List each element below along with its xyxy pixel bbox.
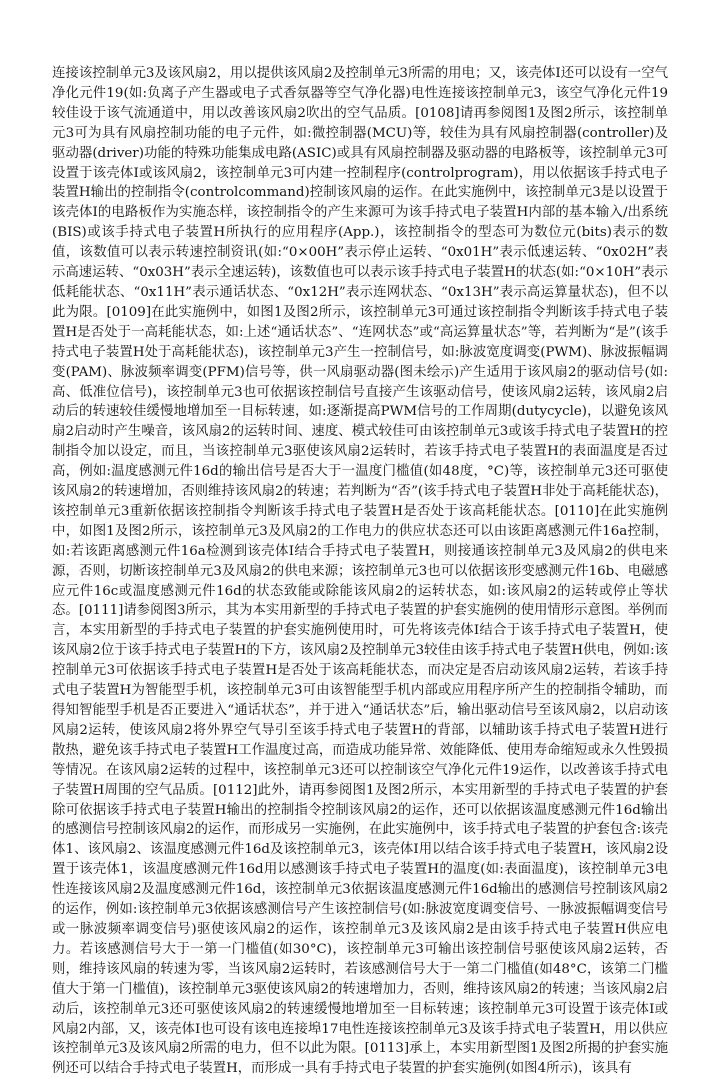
body-text: 连接该控制单元3及该风扇2，用以提供该风扇2及控制单元3所需的用电；又，该壳体I还可以设有一空气净化元件19(如:负离子产生器或电子式香氛器等空气净化器)电性连接该控制单元3，该空气净化元件19较佳设于该气流通道中，用以改善该风扇2吹出的空气品质。[0108]请再参阅图1及图2所示，该控制单元3可为具有风扇控制功能的电子元件，如:微控制器(MCU)等，较佳为具有风扇控制器(controller)及驱动器(driver)功能的特殊功能集成电路(ASIC)或具有风扇控制器及驱动器的电路板等，该控制单元3可设置于该壳体I或该风扇2，该控制单元3可内建一控制程序(controlprogram)，用以依据该手持式电子装置H输出的控制指令(controlcommand)控制该风扇的运作。在此实施例中，该控制单元3是以设置于该壳体I的电路板作为实施态样，该控制指令的产生来源可为该手持式电子装置H内部的基本输入/出系统(BIS)或该手持式电子装置H所执行的应用程序(App.)，该控制指令的型态可为数位元(bits)表示的数值，该数值可以表示转速控制资讯(如:“0×00H”表示停止运转、“0x01H”表示低速运转、“0x02H”表示高速运转、“0x03H”表示全速运转)，该数值也可以表示该手持式电子装置H的状态(如:“0×10H”表示低耗能状态、“0x11H”表示通话状态、“0x12H”表示连网状态、“0x13H”表示高运算量状态)，但不以此为限。[0109]在此实施例中，如图1及图2所示，该控制单元3可通过该控制指令判断该手持式电子装置H是否处于一高耗能状态，如:上述“通话状态”、“连网状态”或“高运算量状态”等，若判断为“是”(该手持式电子装置H处于高耗能状态)，该控制单元3产生一控制信号，如:脉波宽度调变(PWM)、脉波振幅调变(PAM)、脉波频率调变(PFM)信号等，供一风扇驱动器(图未绘示)产生适用于该风扇2的驱动信号(如:高、低准位信号)，该控制单元3也可依据该控制信号直接产生该驱动信号，使该风扇2运转，该风扇2启动后的转速较佳缓慢地增加至一目标转速，如:逐渐提高PWM信号的工作周期(dutycycle)，以避免该风扇2启动时产生噪音，该风扇2的运转时间、速度、模式较佳可由该控制单元3或该手持式电子装置H的控制指令加以设定，而且，当该控制单元3驱使该风扇2运转时，若该手持式电子装置H的表面温度是否过高，例如:温度感测元件16d的输出信号是否大于一温度门槛值(如48度，°C)等，该控制单元3还可驱使该风扇2的转速增加，否则维持该风扇2的转速；若判断为“否”(该手持式电子装置H非处于高耗能状态)，该控制单元3重新依据该控制指令判断该手持式电子装置H是否处于该高耗能状态。[0110]在此实施例中，如图1及图2所示，该控制单元3及风扇2的工作电力的供应状态还可以由该距离感测元件16a控制，如:若该距离感测元件16a检测到该壳体I结合手持式电子装置H，则接通该控制单元3及风扇2的供电来源，否则，切断该控制单元3及风扇2的供电来源；该控制单元3也可以依据该形变感测元件16b、电磁感应元件16c或温度感测元件16d的状态致能或除能该风扇2的运转状态，如:该风扇2的运转或停止等状态。[0111]请参阅图3所示，其为本实用新型的手持式电子装置的护套实施例的使用情形示意图。举例而言，本实用新型的手持式电子装置的护套实施例使用时，可先将该壳体I结合于该手持式电子装置H，使该风扇2位于该手持式电子装置H的下方，该风扇2及控制单元3较佳由该手持式电子装置H供电，例如:该控制单元3可依据该手持式电子装置H是否处于该高耗能状态，而决定是否启动该风扇2运转，若该手持式电子装置H为智能型手机，该控制单元3可由该智能型手机内部或应用程序所产生的控制指令辅助，而得知智能型手机是否正要进入“通话状态”，并于进入“通话状态”后，输出驱动信号至该风扇2，以启动该风扇2运转，使该风扇2将外界空气导引至该手持式电子装置H的背部，以辅助该手持式电子装置H进行散热，避免该手持式电子装置H工作温度过高，而造成功能异常、效能降低、使用寿命缩短或永久性毁损等情况。在该风扇2运转的过程中，该控制单元3还可以控制该空气净化元件19运作，以改善该手持式电子装置H周围的空气品质。[0112]此外，请再参阅图1及图2所示，本实用新型的手持式电子装置的护套除可依据该手持式电子装置H输出的控制指令控制该风扇2的运作，还可以依据该温度感测元件16d输出的感测信号控制该风扇2的运作，而形成另一实施例，在此实施例中，该手持式电子装置的护套包含:该壳体1、该风扇2、该温度感测元件16d及该控制单元3，该壳体I用以结合该手持式电子装置H，该风扇2设置于该壳体1，该温度感测元件16d用以感测该手持式电子装置H的温度(如:表面温度)，该控制单元3电性连接该风扇2及温度感测元件16d，该控制单元3依据该温度感测元件16d输出的感测信号控制该风扇2的运作，例如:该控制单元3依据该感测信号产生该控制信号(如:脉波宽度调变信号、一脉波振幅调变信号或一脉波频率调变信号)驱使该风扇2的运作，该控制单元3及该风扇2是由该手持式电子装置H供应电力。若该感测信号大于一第一门槛值(如30°C)，该控制单元3可输出该控制信号驱使该风扇2运转，否则，维持该风扇的转速为零，当该风扇2运转时，若该感测信号大于一第二门槛值(如48°C，该第二门槛值大于第一门槛值)，该控制单元3驱使该风扇2的转速增加力，否则，维持该风扇2的转速；当该风扇2启动后，该控制单元3还可驱使该风扇2的转速缓慢地增加至一目标转速；该控制单元3可设置于该壳体I或风扇2内部，又，该壳体I也可设有该电连接埠17电性连接该控制单元3及该手持式电子装置H，用以供应该控制单元3及该风扇2所需的电力，但不以此为限。[0113]承上，本实用新型图1及图2所揭的护套实施例还可以结合手持式电子装置H，而形成一具有手持式电子装置的护套实施例(如图4所示)，该具有	[52, 66, 668, 1077]
